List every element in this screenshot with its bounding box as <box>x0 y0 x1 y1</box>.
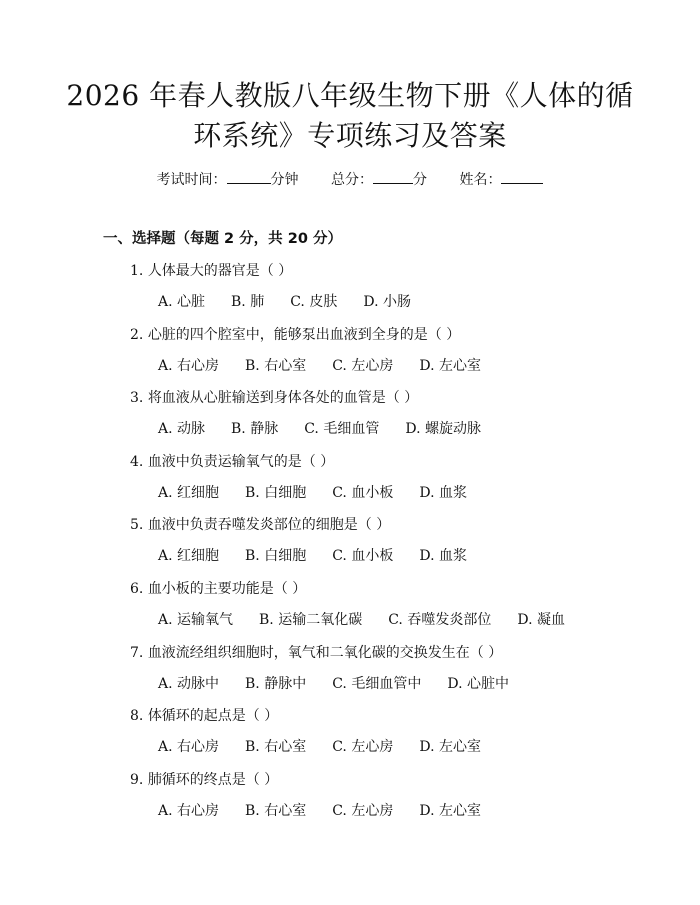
answer-option[interactable]: B. 静脉 <box>231 421 279 438</box>
question-stem <box>130 770 278 790</box>
question-number: 2. <box>130 326 144 343</box>
exam-time-blank[interactable] <box>227 169 271 184</box>
answer-option[interactable]: B. 右心室 <box>245 357 307 374</box>
question-number: 1. <box>130 263 144 279</box>
question-stem <box>130 515 390 535</box>
total-score-blank[interactable] <box>373 169 413 184</box>
answer-options <box>158 419 481 439</box>
exam-time-unit: 分钟 <box>270 172 299 188</box>
answer-options <box>158 737 481 757</box>
question-text: 血液流经组织细胞时，氧气和二氧化碳的交换发生在（ ） <box>147 644 503 661</box>
question-text: 血液中负责运输氧气的是（ ） <box>147 453 335 470</box>
total-score-label: 总分： <box>331 172 373 188</box>
question-text: 肺循环的终点是（ ） <box>147 771 279 788</box>
answer-option[interactable]: C. 皮肤 <box>290 294 338 310</box>
answer-option[interactable]: B. 右心室 <box>245 739 307 756</box>
answer-option[interactable]: C. 血小板 <box>332 484 394 501</box>
question-text: 人体最大的器官是（ ） <box>147 263 293 279</box>
answer-options <box>158 801 481 821</box>
question-number: 8. <box>130 708 144 725</box>
answer-option[interactable]: D. 小肠 <box>363 294 411 310</box>
answer-option[interactable]: A. 右心房 <box>158 357 220 374</box>
answer-options <box>158 674 509 694</box>
student-name-blank[interactable] <box>501 169 543 184</box>
question-number: 9. <box>130 771 144 788</box>
question-text: 体循环的起点是（ ） <box>147 708 279 725</box>
answer-options <box>158 292 411 312</box>
answer-options <box>158 356 481 376</box>
answer-option[interactable]: C. 血小板 <box>332 548 394 565</box>
answer-option[interactable]: C. 左心房 <box>332 739 394 756</box>
student-name-label: 姓名： <box>459 172 502 188</box>
question-stem <box>130 452 334 472</box>
answer-option[interactable]: A. 心脏 <box>158 294 206 310</box>
question-text: 将血液从心脏输送到身体各处的血管是（ ） <box>147 390 419 407</box>
student-name-field <box>459 172 543 188</box>
question-number: 7. <box>130 644 144 661</box>
answer-option[interactable]: C. 左心房 <box>332 357 394 374</box>
question-stem <box>130 579 306 599</box>
answer-option[interactable]: A. 右心房 <box>158 802 220 819</box>
question-stem <box>130 388 418 408</box>
exam-meta <box>0 169 700 190</box>
section-heading: 一、选择题（每题 2 分，共 20 分） <box>103 231 342 247</box>
answer-option[interactable]: D. 左心室 <box>419 802 481 819</box>
answer-option[interactable]: D. 螺旋动脉 <box>405 421 481 438</box>
answer-option[interactable]: B. 肺 <box>231 294 265 310</box>
answer-option[interactable]: D. 左心室 <box>419 357 481 374</box>
total-score-field <box>331 172 427 188</box>
answer-option[interactable]: B. 白细胞 <box>245 548 307 565</box>
answer-option[interactable]: B. 右心室 <box>245 802 307 819</box>
question-number: 5. <box>130 517 144 534</box>
question-stem <box>130 261 292 281</box>
answer-option[interactable]: D. 血浆 <box>419 484 467 501</box>
answer-option[interactable]: C. 毛细血管中 <box>332 675 422 692</box>
answer-option[interactable]: C. 左心房 <box>332 802 394 819</box>
exam-time-field <box>157 172 299 188</box>
question-stem <box>130 643 502 663</box>
answer-option[interactable]: A. 动脉 <box>158 421 206 438</box>
question-number: 6. <box>130 581 144 597</box>
answer-option[interactable]: A. 运输氧气 <box>158 612 234 628</box>
answer-option[interactable]: B. 静脉中 <box>245 675 307 692</box>
answer-options <box>158 483 467 503</box>
answer-options <box>158 546 467 566</box>
question-number: 4. <box>130 453 144 470</box>
answer-options <box>158 610 565 630</box>
answer-option[interactable]: D. 凝血 <box>517 612 565 628</box>
answer-option[interactable]: A. 红细胞 <box>158 484 220 501</box>
question-text: 心脏的四个腔室中，能够泵出血液到全身的是（ ） <box>147 326 461 343</box>
answer-option[interactable]: D. 心脏中 <box>447 675 509 692</box>
answer-option[interactable]: C. 吞噬发炎部位 <box>388 612 492 628</box>
answer-option[interactable]: A. 右心房 <box>158 739 220 756</box>
answer-option[interactable]: A. 动脉中 <box>158 675 220 692</box>
question-stem <box>130 325 460 345</box>
question-text: 血小板的主要功能是（ ） <box>147 581 307 597</box>
answer-option[interactable]: C. 毛细血管 <box>304 421 380 438</box>
answer-option[interactable]: B. 运输二氧化碳 <box>259 612 363 628</box>
exam-time-label: 考试时间： <box>156 172 227 188</box>
answer-option[interactable]: D. 左心室 <box>419 739 481 756</box>
answer-option[interactable]: B. 白细胞 <box>245 484 307 501</box>
total-score-unit: 分 <box>413 172 427 188</box>
answer-option[interactable]: D. 血浆 <box>419 548 467 565</box>
page-title-line-2: 环系统》专项练习及答案 <box>193 119 507 152</box>
question-number: 3. <box>130 390 144 407</box>
page-title-line-1: 2026 年春人教版八年级生物下册《人体的循 <box>66 79 634 112</box>
question-text: 血液中负责吞噬发炎部位的细胞是（ ） <box>147 517 391 534</box>
answer-option[interactable]: A. 红细胞 <box>158 548 220 565</box>
question-stem <box>130 706 278 726</box>
